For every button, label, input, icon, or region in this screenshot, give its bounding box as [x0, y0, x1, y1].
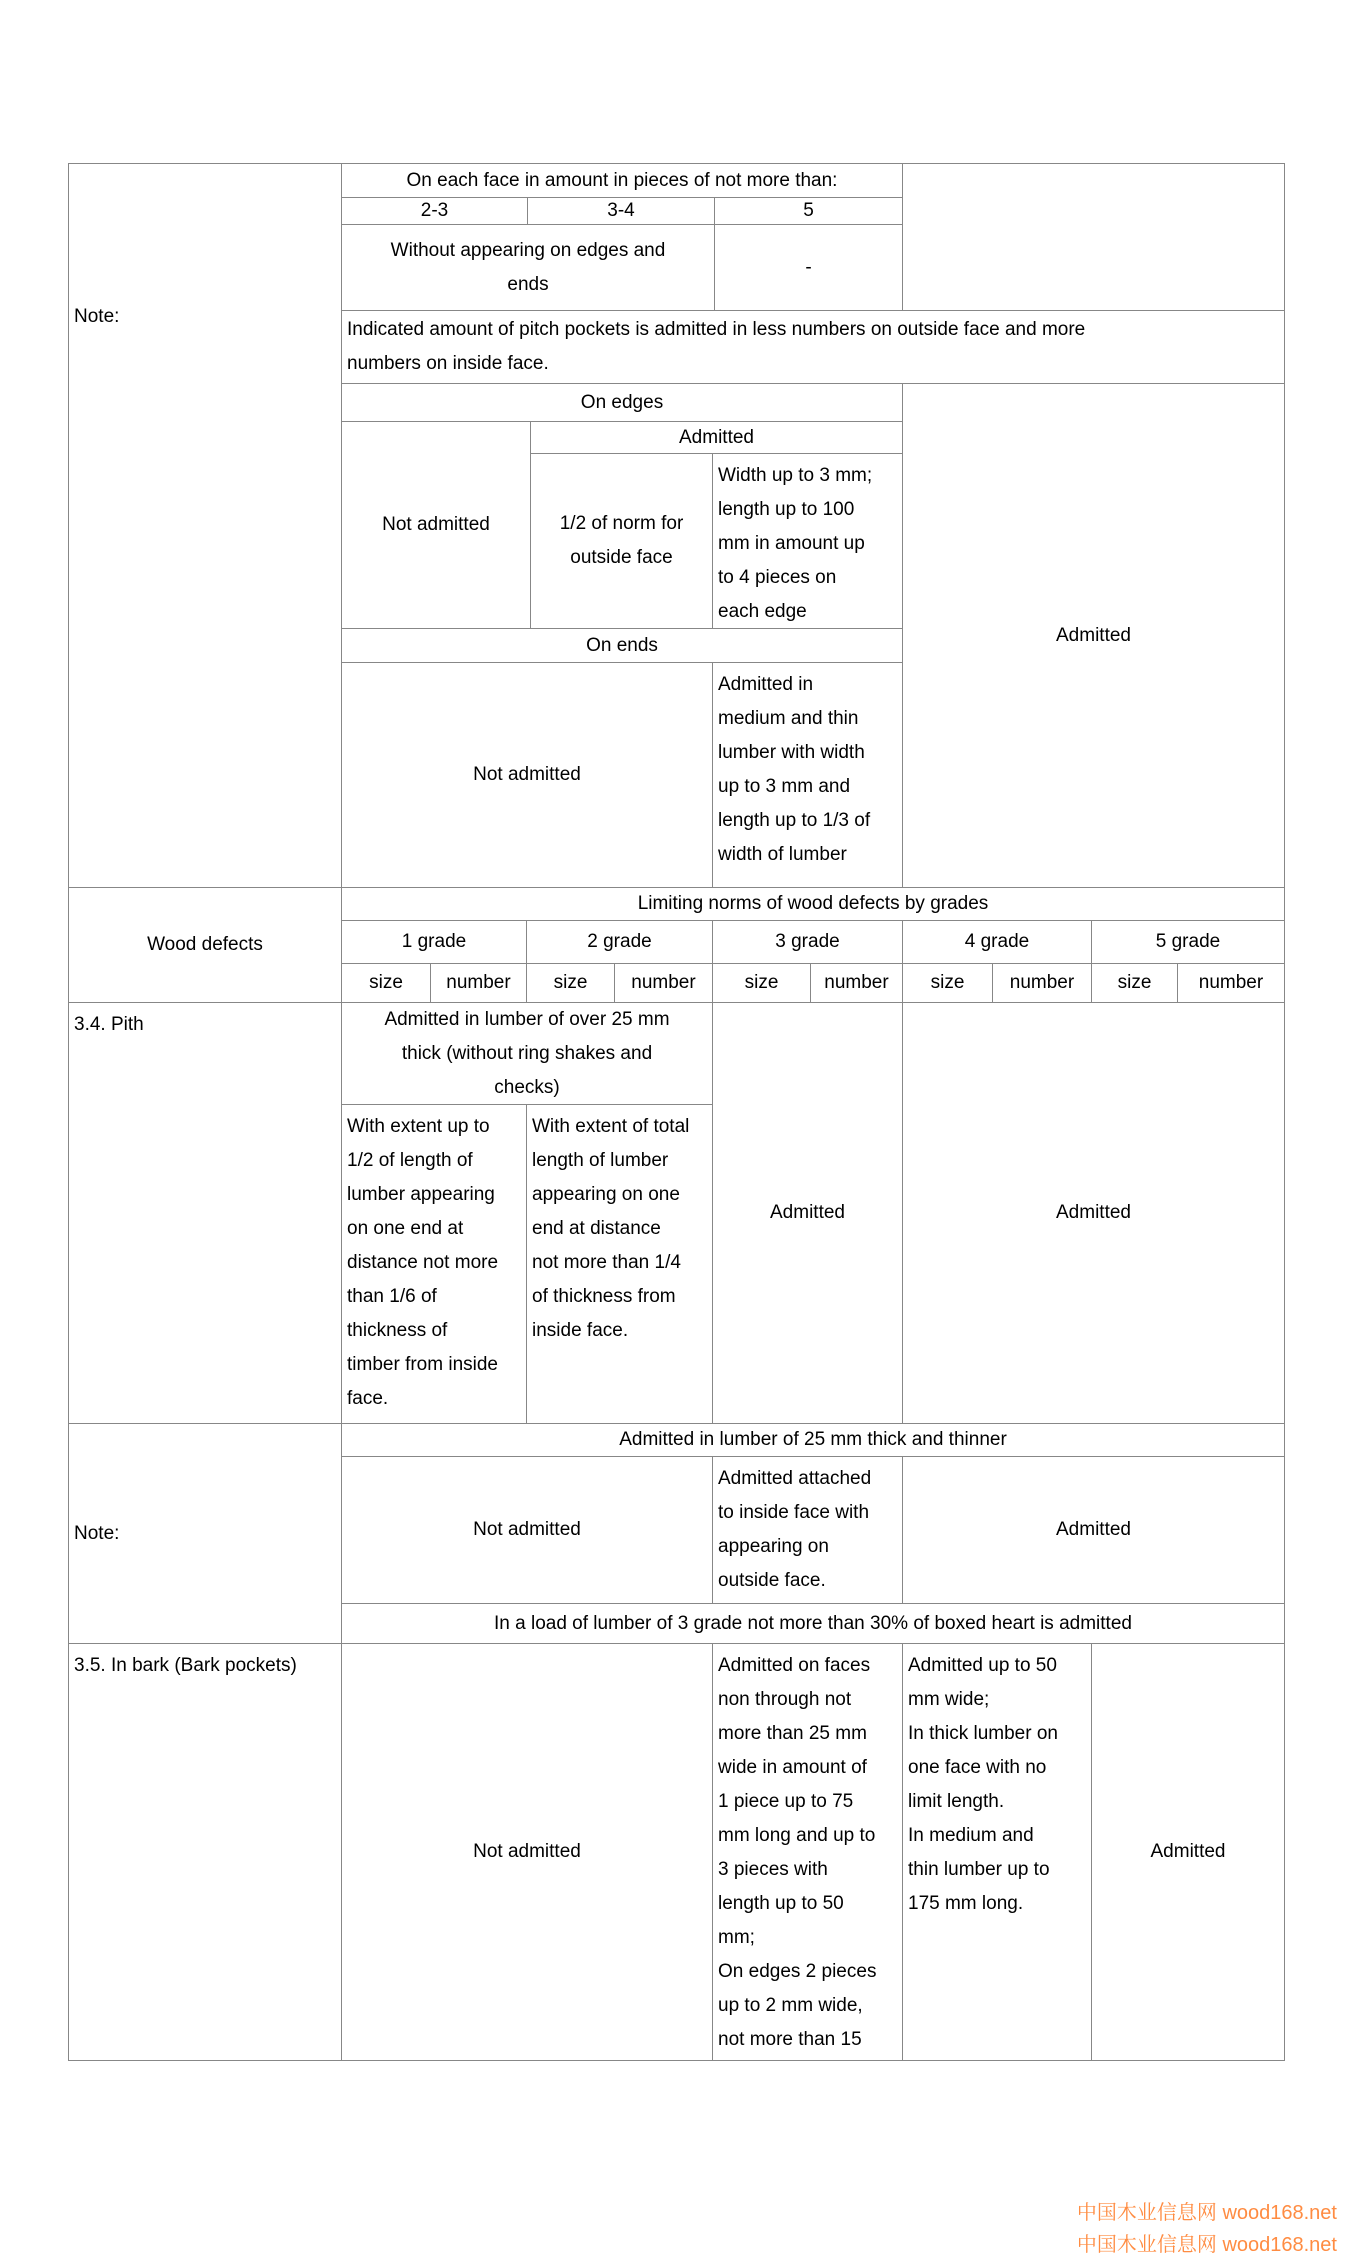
- edges-half-norm-cell: 1/2 of norm for outside face: [531, 454, 713, 629]
- grade-2-header: 2 grade: [527, 921, 713, 964]
- grade-5-header: 5 grade: [1092, 921, 1285, 964]
- grade-4-size-header: size: [903, 964, 993, 1003]
- count-3-4: 3-4: [528, 198, 715, 225]
- pith-admitted-over-25-cell: Admitted in lumber of over 25 mm thick (without ring shakes and checks): [342, 1003, 713, 1105]
- watermark-text: 中国木业信息网 wood168.net: [1076, 2202, 1337, 2224]
- count-5: 5: [715, 198, 903, 225]
- pith-extent-half-cell: With extent up to 1/2 of length of lumber appearing on one end at distance not more than 1/6 of thickness of timber from inside face.: [342, 1105, 527, 1424]
- count-2-3: 2-3: [342, 198, 528, 225]
- pith-row-label: 3.4. Pith: [69, 1003, 342, 1424]
- grade-3-size-header: size: [713, 964, 811, 1003]
- wood-defects-table: [68, 163, 1285, 2061]
- on-ends-header: On ends: [342, 629, 903, 663]
- pith-extent-total-cell: With extent of total length of lumber appearing on one end at distance not more than 1/4 of thickness from inside face.: [527, 1105, 713, 1424]
- bark-grade3-rule-cell: Admitted on faces non through not more than 25 mm wide in amount of 1 piece up to 75 mm long and up to 3 pieces with length up to 50 mm; On edges 2 pieces up to 2 mm wide, not more than 15: [713, 1644, 903, 2061]
- grade-1-number-header: number: [431, 964, 527, 1003]
- each-face-header: On each face in amount in pieces of not more than:: [342, 164, 903, 198]
- indicated-note-cell: Indicated amount of pitch pockets is admitted in less numbers on outside face and more numbers on inside face.: [342, 311, 1285, 384]
- edges-width-rule-cell: Width up to 3 mm; length up to 100 mm in amount up to 4 pieces on each edge: [713, 454, 903, 629]
- ends-not-admitted-cell: Not admitted: [342, 663, 713, 888]
- edges-not-admitted-cell: Not admitted: [342, 422, 531, 629]
- grade-3-number-header: number: [811, 964, 903, 1003]
- grade-5-number-header: number: [1178, 964, 1285, 1003]
- bark-row-label: 3.5. In bark (Bark pockets): [69, 1644, 342, 2061]
- grade-2-number-header: number: [615, 964, 713, 1003]
- empty-top-right-cell: [903, 164, 1285, 311]
- grade-1-header: 1 grade: [342, 921, 527, 964]
- pith-grade45-admitted-cell: Admitted: [903, 1003, 1285, 1424]
- pith-grade3-admitted-cell: Admitted: [713, 1003, 903, 1424]
- pith-note-boxed-heart-cell: In a load of lumber of 3 grade not more than 30% of boxed heart is admitted: [342, 1604, 1285, 1644]
- bark-not-admitted-cell: Not admitted: [342, 1644, 713, 2061]
- without-appearing-cell: Without appearing on edges and ends: [342, 225, 715, 311]
- bark-grade5-admitted-cell: Admitted: [1092, 1644, 1285, 2061]
- right-admitted-cell: Admitted: [903, 384, 1285, 888]
- pith-note-thinner-header: Admitted in lumber of 25 mm thick and thinner: [342, 1424, 1285, 1457]
- on-edges-header: On edges: [342, 384, 903, 422]
- dash-cell: -: [715, 225, 903, 311]
- watermark-text-clipped: 中国木业信息网 wood168.net: [1076, 2234, 1337, 2256]
- ends-admitted-rule-cell: Admitted in medium and thin lumber with width up to 3 mm and length up to 1/3 of width of lumber: [713, 663, 903, 888]
- bark-grade4-rule-cell: Admitted up to 50 mm wide; In thick lumber on one face with no limit length. In medium and thin lumber up to 175 mm long.: [903, 1644, 1092, 2061]
- pith-note-attached-cell: Admitted attached to inside face with appearing on outside face.: [713, 1457, 903, 1604]
- edges-admitted-header: Admitted: [531, 422, 903, 454]
- grade-4-header: 4 grade: [903, 921, 1092, 964]
- note-label: Note:: [69, 164, 342, 888]
- limiting-norms-header: Limiting norms of wood defects by grades: [342, 888, 1285, 921]
- pith-note-not-admitted-cell: Not admitted: [342, 1457, 713, 1604]
- grade-3-header: 3 grade: [713, 921, 903, 964]
- grade-1-size-header: size: [342, 964, 431, 1003]
- pith-note-label: Note:: [69, 1424, 342, 1644]
- grade-2-size-header: size: [527, 964, 615, 1003]
- wood-defects-header: Wood defects: [69, 888, 342, 1003]
- grade-5-size-header: size: [1092, 964, 1178, 1003]
- grade-4-number-header: number: [993, 964, 1092, 1003]
- pith-note-admitted-cell: Admitted: [903, 1457, 1285, 1604]
